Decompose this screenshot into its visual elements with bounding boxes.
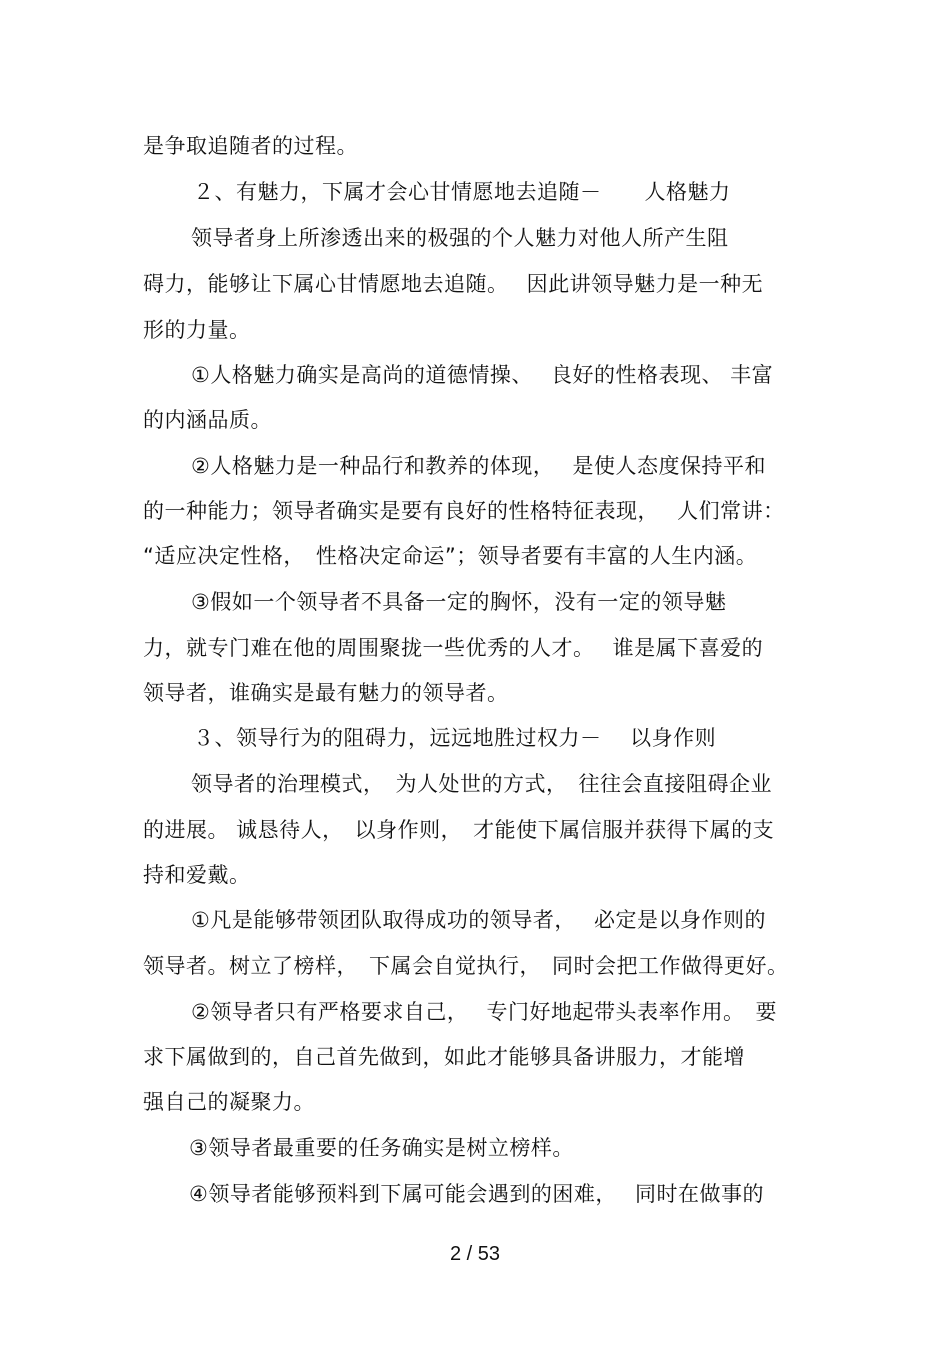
section-heading: ３、领导行为的阻碍力，远远地胜过权力－ 以身作则 <box>193 726 717 750</box>
text-line: 领导者。树立了榜样， 下属会自觉执行， 同时会把工作做得更好。 <box>143 954 789 978</box>
text-line: ②人格魅力是一种品行和教养的体现， 是使人态度保持平和 <box>191 454 766 478</box>
text-line: 强自己的凝聚力。 <box>143 1090 315 1114</box>
section-heading: ２、有魅力，下属才会心甘情愿地去追随－ 人格魅力 <box>193 180 731 204</box>
text-line: “适应决定性格， 性格决定命运”；领导者要有丰富的人生内涵。 <box>143 544 758 568</box>
text-line: 的一种能力；领导者确实是要有良好的性格特征表现， 人们常讲： <box>143 499 785 523</box>
text-line: ①人格魅力确实是高尚的道德情操、 良好的性格表现、 丰富 <box>191 363 774 387</box>
text-line: 持和爱戴。 <box>143 863 251 887</box>
text-line: ②领导者只有严格要求自己， 专门好地起带头表率作用。 要 <box>191 1000 777 1024</box>
text-line: ①凡是能够带领团队取得成功的领导者， 必定是以身作则的 <box>191 908 766 932</box>
text-line: 碍力，能够让下属心甘情愿地去追随。 因此讲领导魅力是一种无 <box>143 272 764 296</box>
text-line: 力，就专门难在他的周围聚拢一些优秀的人才。 谁是属下喜爱的 <box>143 636 764 660</box>
text-line: ③假如一个领导者不具备一定的胸怀，没有一定的领导魅 <box>191 590 727 614</box>
text-line: 的进展。 诚恳待人， 以身作则， 才能使下属信服并获得下属的支 <box>143 818 775 842</box>
text-line: 求下属做到的，自己首先做到，如此才能够具备讲服力，才能增 <box>143 1045 745 1069</box>
text-line: 是争取追随者的过程。 <box>143 134 358 158</box>
text-line: 领导者的治理模式， 为人处世的方式， 往往会直接阻碍企业 <box>191 772 772 796</box>
text-line: 领导者身上所渗透出来的极强的个人魅力对他人所产生阻 <box>191 226 729 250</box>
text-line: 形的力量。 <box>143 318 251 342</box>
text-line: ④领导者能够预料到下属可能会遇到的困难， 同时在做事的 <box>189 1182 764 1206</box>
text-line: 的内涵品质。 <box>143 408 272 432</box>
text-line: ③领导者最重要的任务确实是树立榜样。 <box>189 1136 574 1160</box>
page-number: 2 / 53 <box>449 1243 501 1265</box>
text-line: 领导者，谁确实是最有魅力的领导者。 <box>143 681 509 705</box>
